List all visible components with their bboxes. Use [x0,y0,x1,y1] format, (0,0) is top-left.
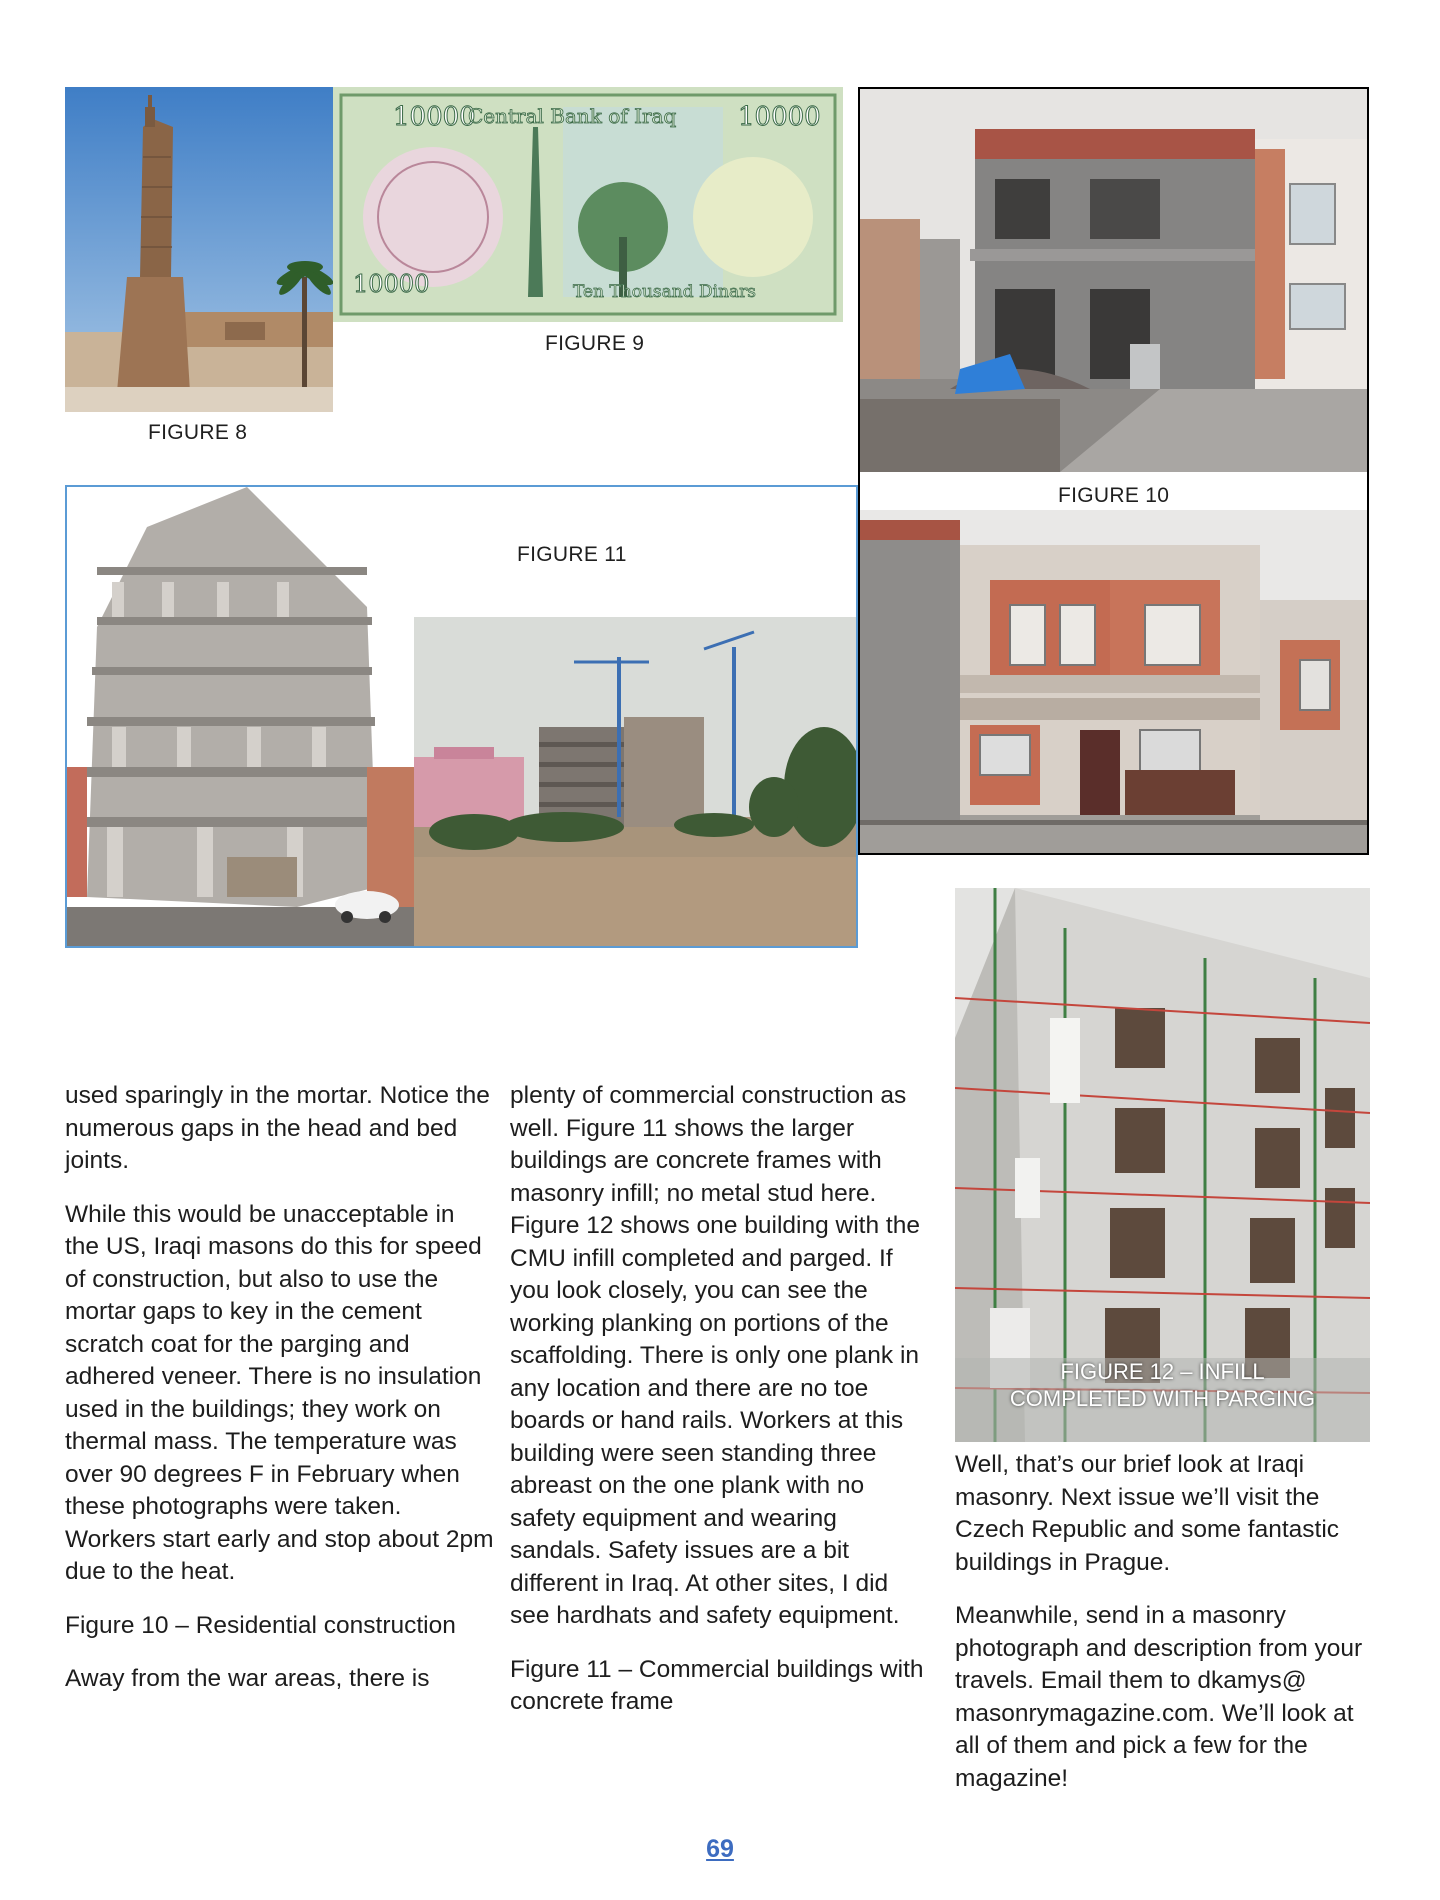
figure-10-caption: FIGURE 10 [1058,484,1170,507]
figure-8-photo [65,87,333,412]
figure-8-caption: FIGURE 8 [148,421,248,444]
col1-para-2: While this would be unacceptable in the US, Iraqi masons do this for speed of construction, but also to use the mortar gaps to key in the cement scratch coat for the parging and adhered veneer. There is no insulation used in the buildings; they work on thermal mass. The temperature was over 90 degrees F in February when these photographs were taken. Workers start early and stop about 2pm due to the heat. [65,1200,494,1585]
text-column-3 [955,1449,1365,1816]
note-value-top-right: 10000 [738,102,821,132]
col3-para-2: Meanwhile, send in a masonry photograph and description from your travels. Email them to dkamys@ masonrymagazine.com. We’ll look at all of them and pick a few for the magazine! [955,1602,1363,1792]
text-column-1 [65,1080,495,1717]
note-denomination: Ten Thousand Dinars [573,282,756,302]
figure-9-banknote [333,87,843,322]
col3-para-1: Well, that’s our brief look at Iraqi masonry. Next issue we’ll visit the Czech Republic and some fantastic buildings in Prague. [955,1451,1340,1576]
figure-11-photo-right [414,617,856,946]
col2-para-2: Figure 11 – Commercial buildings with concrete frame [510,1655,924,1715]
text-column-2 [510,1080,930,1740]
figure-11-caption: FIGURE 11 [517,543,627,566]
note-value-top-left: 10000 [393,102,476,132]
figure-12-caption-line1: FIGURE 12 – INFILL [1060,1359,1265,1384]
col1-para-1: used sparingly in the mortar. Notice the numerous gaps in the head and bed joints. [65,1082,490,1174]
figure-12-caption [955,1358,1370,1412]
col2-para-1: plenty of commercial construction as well. Figure 11 shows the larger buildings are concrete frames with masonry infill; no metal stud here. Figure 12 shows one building with the CMU infill completed and parged. If you look closely, you can see the working planking on portions of the scaffolding. There is only one plank in any location and there are no toe boards or hand rails. Workers at this building were seen standing three abreast on the one plank with no safety equipment and wearing sandals. Safety issues are a bit different in Iraq. At other sites, I did see hardhats and safety equipment. [510,1082,920,1629]
note-value-bottom-left: 10000 [353,270,430,298]
figure-10-photo-top [860,89,1367,472]
figure-9-caption: FIGURE 9 [545,332,645,355]
figure-12-caption-line2: COMPLETED WITH PARGING [1009,1386,1316,1411]
col1-para-3: Figure 10 – Residential construction [65,1611,456,1639]
col1-para-4: Away from the war areas, there is [65,1665,430,1692]
page-number: 69 [706,1835,734,1863]
note-bank-name: Central Bank of Iraq [468,104,677,128]
figure-11-photo-left [67,487,414,946]
figure-10-photo-bottom [860,510,1367,853]
